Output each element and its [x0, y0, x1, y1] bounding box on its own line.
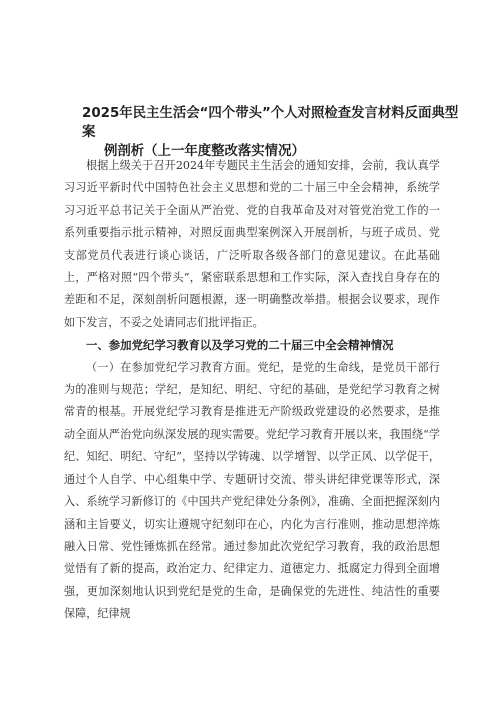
section-1-paragraph: （一）在参加党纪学习教育方面。党纪，是党的生命线，是党员干部行为的准则与规范；学纪，是知纪、明纪、守纪的基础，是党纪学习教育之树常青的根基。开展党纪学习教育是推进无产阶级政党建设的必然要求，是推动全面从严治党向纵深发展的现实需要。党纪学习教育开展以来，我围绕“学纪、知纪、明纪、守纪”，坚持以学铸魂、以学增智、以学正风、以学促干，通过个人自学、中心组集中学、专题研讨交流、带头讲纪律党课等形式，深入、系统学习新修订的《中国共产党纪律处分条例》，准确、全面把握深刻内涵和主旨要义，切实让遵规守纪刻印在心，内化为言行准则，推动思想淬炼融入日常、党性锤炼抓在经常。通过参加此次党纪学习教育，我的政治思想觉悟有了新的提高，政治定力、纪律定力、道德定力、抵腐定力得到全面增强，更加深刻地认识到党纪是党的生命，是确保党的先进性、纯洁性的重要保障，纪律规: [64, 360, 440, 621]
section-1-heading: 一、参加党纪学习教育以及学习党的二十届三中全会精神情况: [86, 338, 394, 353]
document-title-line-1: 2025年民主生活会“四个带头”个人对照检查发言材料反面典型案: [82, 106, 459, 140]
intro-paragraph: 根据上级关于召开2024年专题民主生活会的通知安排，会前，我认真学习习近平新时代中国特色社会主义思想和党的二十届三中全会精神，系统学习习近平总书记关于全面从严治党、党的自我革命及对对管党治党工作的一系列重要指示批示精神，对照反面典型案例深入开展剖析，与班子成员、党支部党员代表进行谈心谈话，广泛听取各级各部门的意见建议。在此基础上，严格对照“四个带头”，紧密联系思想和工作实际，深入查找自身存在的差距和不足，深刻剖析问题根源，逐一明确整改举措。根据会议要求，现作如下发言，不妥之处请同志们批评指正。: [64, 159, 440, 329]
document-title-line-2: 例剖析（上一年度整改落实情况）: [104, 144, 305, 159]
document-title: [82, 104, 462, 161]
document-body: [64, 155, 440, 626]
